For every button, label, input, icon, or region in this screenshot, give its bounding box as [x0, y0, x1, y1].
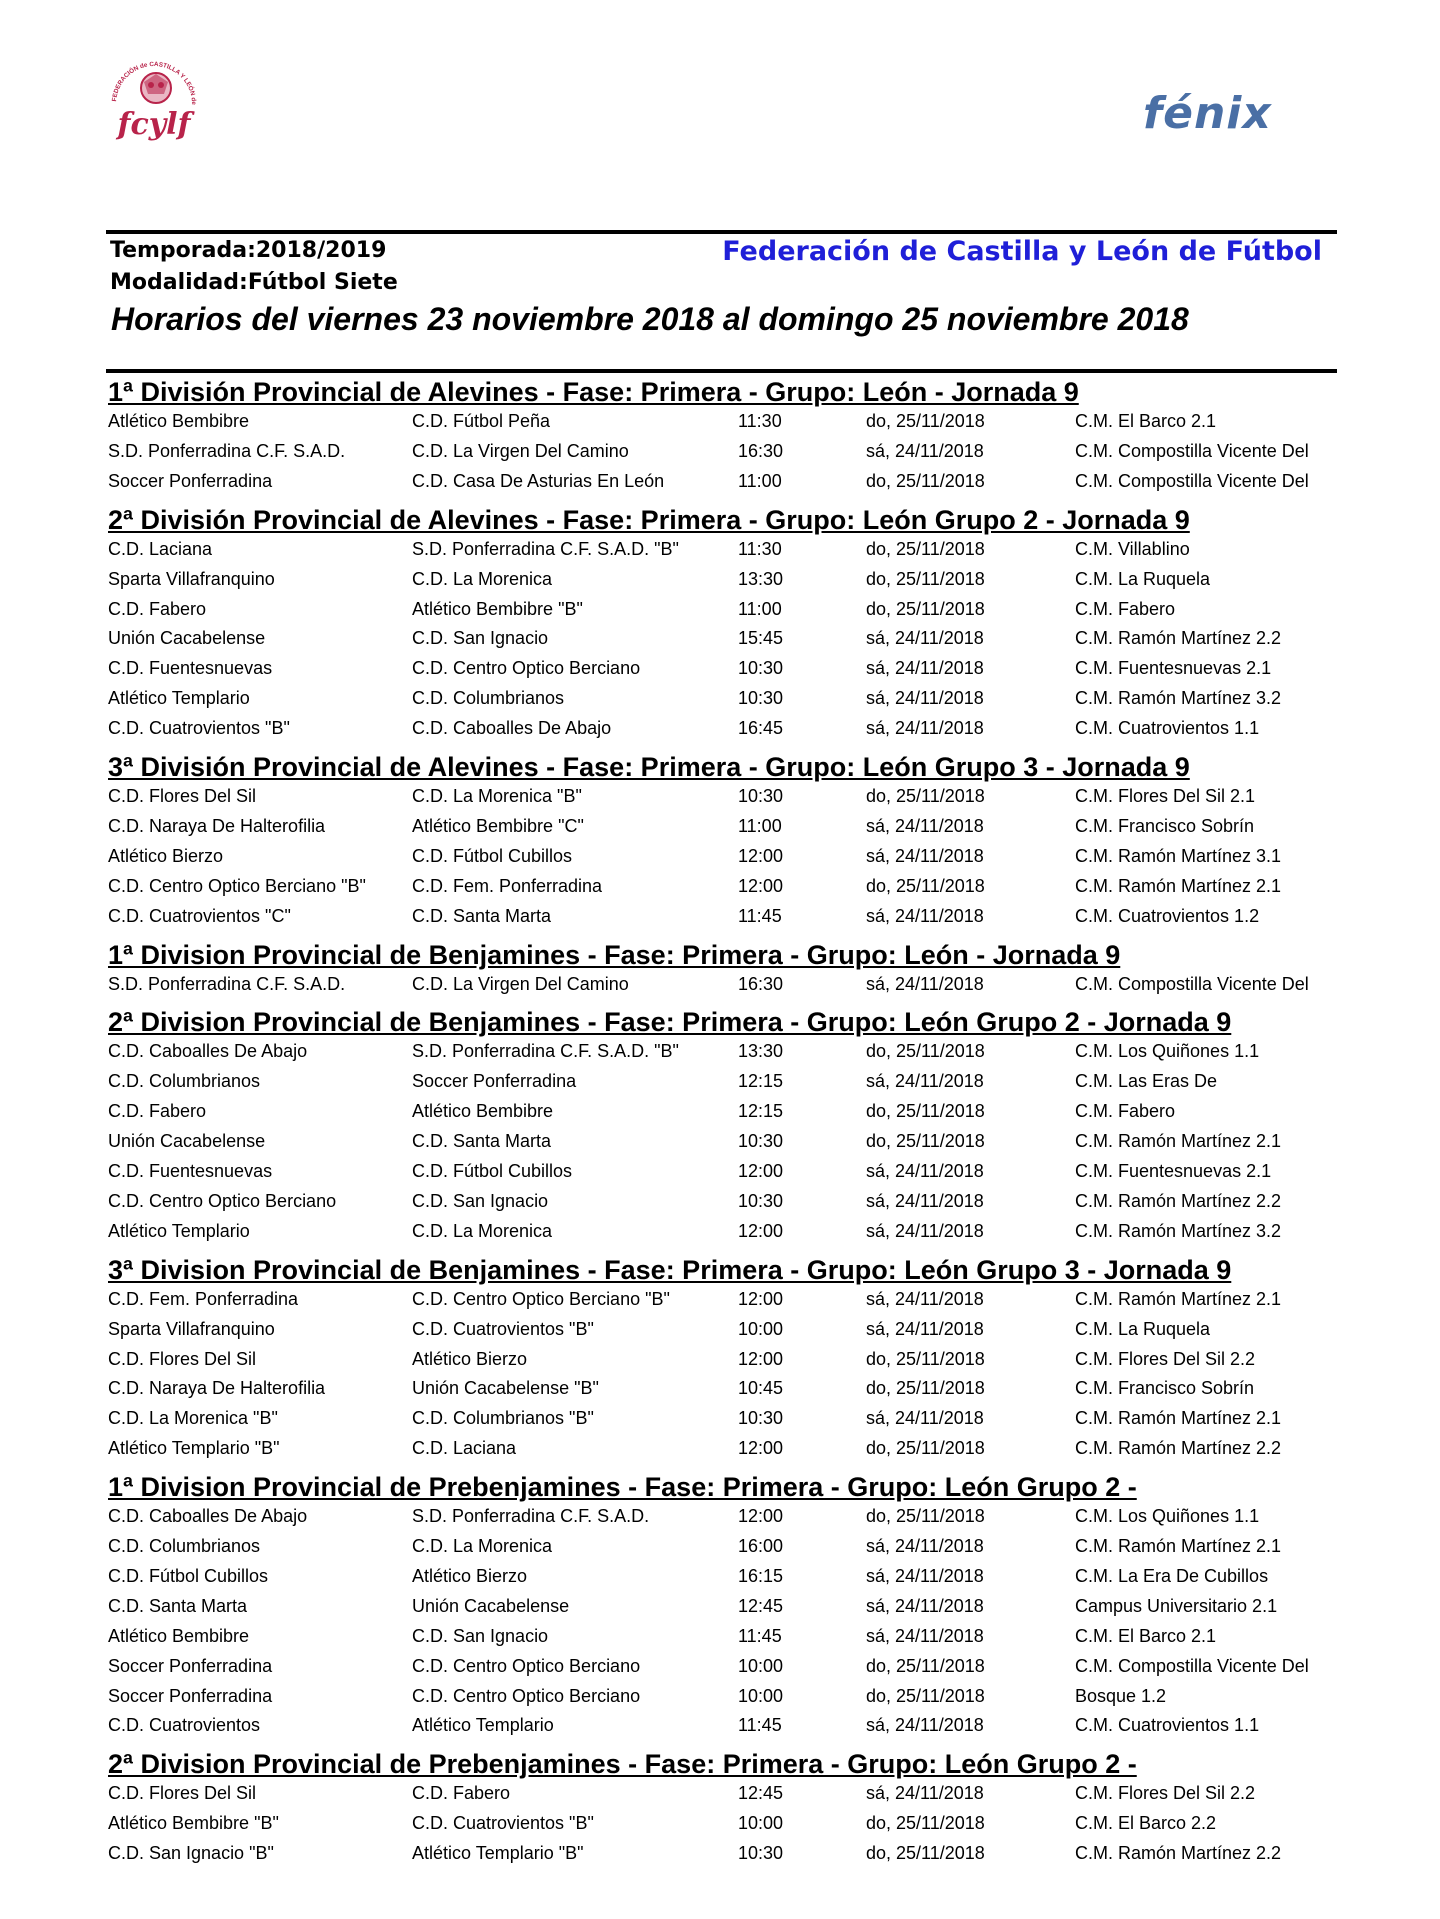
match-field: C.M. Ramón Martínez 2.2: [1075, 628, 1282, 649]
match-row: [0, 906, 1440, 936]
match-time: 10:00: [738, 1813, 784, 1834]
match-date: sá, 24/11/2018: [866, 815, 984, 836]
away-team: C.D. Centro Optico Berciano: [412, 1685, 641, 1706]
match-field: C.M. Flores Del Sil 2.2: [1075, 1783, 1256, 1804]
match-time: 12:00: [738, 1288, 784, 1309]
header-top-rule: [106, 230, 1337, 234]
match-date: do, 25/11/2018: [866, 1041, 985, 1062]
away-team: C.D. La Morenica "B": [412, 786, 582, 806]
away-team: Atlético Templario "B": [412, 1843, 584, 1864]
match-field: C.M. El Barco 2.1: [1075, 1625, 1217, 1646]
match-time: 10:30: [738, 1131, 784, 1152]
match-row: [0, 1783, 1440, 1813]
match-field: C.M. Cuatrovientos 1.1: [1075, 718, 1260, 739]
home-team: C.D. Flores Del Sil: [108, 786, 257, 806]
match-field: C.M. Cuatrovientos 1.2: [1075, 905, 1260, 926]
away-team: C.D. La Virgen Del Camino: [412, 440, 629, 461]
home-team: Unión Cacabelense: [108, 628, 266, 649]
match-date: sá, 24/11/2018: [866, 1220, 984, 1241]
match-row: [0, 441, 1440, 471]
match-date: do, 25/11/2018: [866, 875, 985, 896]
away-team: C.D. La Morenica: [412, 1536, 553, 1556]
section-title: 3ª División Provincial de Alevines - Fase: Primera - Grupo: León Grupo 3 - Jornada 9: [108, 752, 1190, 782]
away-team: Atlético Bembibre "B": [412, 598, 583, 619]
match-date: do, 25/11/2018: [866, 1378, 985, 1399]
away-team: C.D. Fem. Ponferradina: [412, 875, 603, 896]
match-time: 13:30: [738, 1041, 784, 1062]
match-date: sá, 24/11/2018: [866, 688, 984, 709]
match-date: sá, 24/11/2018: [866, 1625, 984, 1646]
away-team: C.D. Columbrianos "B": [412, 1408, 594, 1429]
match-date: sá, 24/11/2018: [866, 973, 984, 994]
match-row: [0, 1101, 1440, 1131]
away-team: C.D. Santa Marta: [412, 1131, 552, 1152]
match-field: C.M. Ramón Martínez 2.1: [1075, 1536, 1282, 1556]
home-team: Atlético Bierzo: [108, 845, 224, 866]
match-date: do, 25/11/2018: [866, 1131, 985, 1152]
match-time: 12:00: [738, 875, 784, 896]
match-time: 10:00: [738, 1655, 784, 1676]
match-date: sá, 24/11/2018: [866, 1190, 984, 1211]
match-field: C.M. Ramón Martínez 2.1: [1075, 1288, 1282, 1309]
away-team: C.D. Fútbol Cubillos: [412, 845, 573, 866]
home-team: C.D. Naraya De Halterofilia: [108, 815, 326, 836]
away-team: C.D. Fabero: [412, 1783, 511, 1804]
match-date: do, 25/11/2018: [866, 1506, 985, 1527]
away-team: C.D. Laciana: [412, 1438, 517, 1459]
home-team: C.D. Fabero: [108, 598, 207, 619]
match-row: [0, 1319, 1440, 1349]
match-time: 11:45: [738, 1715, 782, 1736]
section-title: 3ª Division Provincial de Benjamines - Fase: Primera - Grupo: León Grupo 3 - Jornada 9: [108, 1254, 1232, 1285]
match-date: do, 25/11/2018: [866, 598, 985, 619]
section-title: 2ª División Provincial de Alevines - Fase: Primera - Grupo: León Grupo 2 - Jornada 9: [108, 504, 1190, 535]
match-date: do, 25/11/2018: [866, 1655, 985, 1676]
match-date: do, 25/11/2018: [866, 1685, 985, 1706]
away-team: C.D. San Ignacio: [412, 1190, 549, 1211]
match-time: 10:30: [738, 658, 784, 679]
match-date: do, 25/11/2018: [866, 411, 985, 431]
match-time: 10:30: [738, 1408, 784, 1429]
home-team: C.D. Fuentesnuevas: [108, 658, 273, 679]
match-field: C.M. El Barco 2.1: [1075, 411, 1217, 431]
match-time: 12:45: [738, 1595, 784, 1616]
home-team: Atlético Bembibre "B": [108, 1813, 279, 1834]
home-team: C.D. Cuatrovientos: [108, 1715, 261, 1736]
match-date: sá, 24/11/2018: [866, 1565, 984, 1586]
match-date: sá, 24/11/2018: [866, 1408, 984, 1429]
match-time: 10:30: [738, 688, 784, 709]
home-team: Atlético Bembibre: [108, 1625, 250, 1646]
federation-logo: [104, 52, 204, 148]
match-date: sá, 24/11/2018: [866, 1161, 984, 1181]
away-team: Soccer Ponferradina: [412, 1071, 577, 1092]
home-team: C.D. Cuatrovientos "C": [108, 905, 291, 926]
away-team: Atlético Bierzo: [412, 1348, 528, 1369]
match-row: [0, 1289, 1440, 1319]
match-row: [0, 718, 1440, 748]
match-time: 10:30: [738, 1843, 784, 1864]
away-team: C.D. Cuatrovientos "B": [412, 1813, 594, 1834]
home-team: C.D. Columbrianos: [108, 1536, 261, 1556]
match-field: C.M. Francisco Sobrín: [1075, 815, 1255, 836]
match-field: C.M. Compostilla Vicente Del: [1075, 470, 1309, 491]
match-time: 12:00: [738, 1438, 784, 1459]
home-team: C.D. Santa Marta: [108, 1595, 248, 1616]
home-team: Soccer Ponferradina: [108, 470, 273, 491]
match-field: C.M. Fabero: [1075, 598, 1176, 619]
match-time: 11:45: [738, 905, 782, 926]
match-row: [0, 628, 1440, 658]
home-team: C.D. Flores Del Sil: [108, 1783, 257, 1804]
match-field: C.M. Ramón Martínez 2.1: [1075, 875, 1282, 896]
home-team: S.D. Ponferradina C.F. S.A.D.: [108, 973, 346, 994]
away-team: C.D. Fútbol Cubillos: [412, 1161, 573, 1181]
match-date: sá, 24/11/2018: [866, 1071, 984, 1092]
match-time: 10:30: [738, 786, 784, 806]
home-team: C.D. Laciana: [108, 538, 213, 559]
section-title: 2ª Division Provincial de Benjamines - Fase: Primera - Grupo: León Grupo 2 - Jornada 9: [108, 1007, 1232, 1038]
match-field: C.M. Francisco Sobrín: [1075, 1378, 1255, 1399]
away-team: C.D. Columbrianos: [412, 688, 565, 709]
match-row: [0, 1506, 1440, 1536]
federation-name: Federación de Castilla y León de Fútbol: [722, 236, 1322, 267]
match-row: [0, 539, 1440, 569]
match-field: C.M. Los Quiñones 1.1: [1075, 1506, 1260, 1527]
home-team: C.D. Fuentesnuevas: [108, 1161, 273, 1181]
away-team: C.D. Santa Marta: [412, 905, 552, 926]
match-time: 10:30: [738, 1190, 784, 1211]
match-field: C.M. Flores Del Sil 2.2: [1075, 1348, 1256, 1369]
match-field: C.M. Ramón Martínez 2.2: [1075, 1843, 1282, 1864]
away-team: C.D. Casa De Asturias En León: [412, 470, 665, 491]
schedule-title: Horarios del viernes 23 noviembre 2018 al domingo 25 noviembre 2018: [111, 301, 1189, 337]
match-field: C.M. La Ruquela: [1075, 1318, 1211, 1339]
match-time: 16:45: [738, 718, 784, 739]
home-team: C.D. Centro Optico Berciano: [108, 1190, 337, 1211]
away-team: C.D. Centro Optico Berciano: [412, 1655, 641, 1676]
home-team: Atlético Templario: [108, 1220, 250, 1241]
match-date: do, 25/11/2018: [866, 470, 985, 491]
match-time: 13:30: [738, 568, 784, 589]
match-field: C.M. Los Quiñones 1.1: [1075, 1041, 1260, 1062]
section-title: 1ª Division Provincial de Prebenjamines - Fase: Primera - Grupo: León Grupo 2 -: [108, 1472, 1137, 1503]
match-row: [0, 1715, 1440, 1745]
home-team: C.D. Caboalles De Abajo: [108, 1041, 308, 1062]
match-field: C.M. Ramón Martínez 2.1: [1075, 1408, 1282, 1429]
match-row: [0, 1071, 1440, 1101]
home-team: Atlético Templario "B": [108, 1438, 280, 1459]
match-date: sá, 24/11/2018: [866, 628, 984, 649]
section-title: 1ª Division Provincial de Benjamines - Fase: Primera - Grupo: León - Jornada 9: [108, 939, 1121, 970]
match-row: [0, 1686, 1440, 1716]
match-field: C.M. Compostilla Vicente Del: [1075, 440, 1309, 461]
away-team: Atlético Bierzo: [412, 1565, 528, 1586]
away-team: S.D. Ponferradina C.F. S.A.D. "B": [412, 538, 679, 559]
match-date: sá, 24/11/2018: [866, 1288, 984, 1309]
match-field: C.M. Compostilla Vicente Del: [1075, 973, 1309, 994]
match-date: do, 25/11/2018: [866, 568, 985, 589]
match-date: sá, 24/11/2018: [866, 1595, 984, 1616]
match-time: 12:45: [738, 1783, 784, 1804]
match-row: [0, 1349, 1440, 1379]
match-date: sá, 24/11/2018: [866, 440, 984, 461]
match-field: C.M. Fuentesnuevas 2.1: [1075, 658, 1272, 679]
match-row: [0, 411, 1440, 441]
match-row: [0, 1221, 1440, 1251]
match-field: Campus Universitario 2.1: [1075, 1595, 1278, 1616]
match-row: [0, 1596, 1440, 1626]
match-row: [0, 1626, 1440, 1656]
match-row: [0, 1408, 1440, 1438]
section-title: 1ª División Provincial de Alevines - Fase: Primera - Grupo: León - Jornada 9: [108, 377, 1079, 407]
match-row: [0, 658, 1440, 688]
match-row: [0, 1656, 1440, 1686]
match-date: do, 25/11/2018: [866, 1438, 985, 1459]
match-field: Bosque 1.2: [1075, 1685, 1167, 1706]
match-time: 11:45: [738, 1625, 782, 1646]
match-field: C.M. Ramón Martínez 2.2: [1075, 1438, 1282, 1459]
match-date: do, 25/11/2018: [866, 786, 985, 806]
match-time: 11:30: [738, 538, 782, 559]
match-time: 12:00: [738, 1220, 784, 1241]
away-team: Unión Cacabelense "B": [412, 1378, 599, 1399]
away-team: Atlético Templario: [412, 1715, 554, 1736]
logo-arc-text: FEDERACIÓN de CASTILLA Y LEÓN de: [111, 60, 198, 105]
home-team: C.D. Naraya De Halterofilia: [108, 1378, 326, 1399]
match-date: sá, 24/11/2018: [866, 1536, 984, 1556]
match-row: [0, 569, 1440, 599]
home-team: C.D. La Morenica "B": [108, 1408, 278, 1429]
match-time: 12:00: [738, 1348, 784, 1369]
match-date: sá, 24/11/2018: [866, 1318, 984, 1339]
match-row: [0, 599, 1440, 629]
match-time: 10:00: [738, 1685, 784, 1706]
home-team: Soccer Ponferradina: [108, 1685, 273, 1706]
match-time: 11:00: [738, 815, 782, 836]
match-time: 12:15: [738, 1101, 784, 1122]
home-team: Sparta Villafranquino: [108, 568, 275, 589]
home-team: Sparta Villafranquino: [108, 1318, 275, 1339]
match-field: C.M. Flores Del Sil 2.1: [1075, 786, 1256, 806]
match-time: 10:00: [738, 1318, 784, 1339]
match-date: sá, 24/11/2018: [866, 1715, 984, 1736]
match-row: [0, 1161, 1440, 1191]
match-row: [0, 786, 1440, 816]
match-field: C.M. Ramón Martínez 2.2: [1075, 1190, 1282, 1211]
match-field: C.M. Fuentesnuevas 2.1: [1075, 1161, 1272, 1181]
match-time: 12:00: [738, 1161, 784, 1181]
match-row: [0, 1813, 1440, 1843]
home-team: Unión Cacabelense: [108, 1131, 266, 1152]
section-title: 2ª Division Provincial de Prebenjamines - Fase: Primera - Grupo: León Grupo 2 -: [108, 1749, 1137, 1780]
match-row: [0, 876, 1440, 906]
header-bottom-rule: [106, 369, 1337, 373]
match-row: [0, 974, 1440, 1004]
home-team: C.D. Fabero: [108, 1101, 207, 1122]
match-time: 12:00: [738, 1506, 784, 1527]
away-team: C.D. La Morenica: [412, 568, 553, 589]
home-team: C.D. San Ignacio "B": [108, 1843, 274, 1864]
brand-logo-text: fénix: [1143, 88, 1272, 139]
match-time: 12:15: [738, 1071, 784, 1092]
match-field: C.M. La Era De Cubillos: [1075, 1565, 1269, 1586]
away-team: C.D. Centro Optico Berciano "B": [412, 1288, 670, 1309]
match-time: 11:00: [738, 598, 782, 619]
match-date: sá, 24/11/2018: [866, 1783, 984, 1804]
match-field: C.M. Cuatrovientos 1.1: [1075, 1715, 1260, 1736]
match-time: 16:15: [738, 1565, 784, 1586]
match-row: [0, 1131, 1440, 1161]
away-team: C.D. La Morenica: [412, 1220, 553, 1241]
match-row: [0, 1191, 1440, 1221]
match-row: [0, 1843, 1440, 1873]
match-date: sá, 24/11/2018: [866, 845, 984, 866]
match-field: C.M. El Barco 2.2: [1075, 1813, 1217, 1834]
match-field: C.M. Compostilla Vicente Del: [1075, 1655, 1309, 1676]
match-field: C.M. Las Eras De: [1075, 1071, 1218, 1092]
away-team: C.D. Cuatrovientos "B": [412, 1318, 594, 1339]
away-team: C.D. Centro Optico Berciano: [412, 658, 641, 679]
match-time: 16:00: [738, 1536, 784, 1556]
away-team: C.D. Caboalles De Abajo: [412, 718, 612, 739]
match-field: C.M. Ramón Martínez 2.1: [1075, 1131, 1282, 1152]
match-row: [0, 816, 1440, 846]
home-team: C.D. Columbrianos: [108, 1071, 261, 1092]
match-field: C.M. Ramón Martínez 3.2: [1075, 688, 1282, 709]
match-row: [0, 1566, 1440, 1596]
home-team: S.D. Ponferradina C.F. S.A.D.: [108, 440, 346, 461]
match-row: [0, 846, 1440, 876]
match-date: sá, 24/11/2018: [866, 905, 984, 926]
match-field: C.M. Fabero: [1075, 1101, 1176, 1122]
home-team: C.D. Caboalles De Abajo: [108, 1506, 308, 1527]
match-field: C.M. Ramón Martínez 3.2: [1075, 1220, 1282, 1241]
match-time: 11:00: [738, 470, 782, 491]
match-row: [0, 471, 1440, 501]
away-team: C.D. San Ignacio: [412, 1625, 549, 1646]
logo-initials: fcylf: [117, 107, 191, 142]
away-team: C.D. La Virgen Del Camino: [412, 973, 629, 994]
away-team: Unión Cacabelense: [412, 1595, 570, 1616]
match-date: do, 25/11/2018: [866, 1843, 985, 1864]
match-time: 16:30: [738, 440, 784, 461]
match-field: C.M. Ramón Martínez 3.1: [1075, 845, 1282, 866]
match-row: [0, 1438, 1440, 1468]
home-team: Atlético Templario: [108, 688, 250, 709]
season-label: Temporada:2018/2019: [110, 238, 387, 263]
home-team: C.D. Fem. Ponferradina: [108, 1288, 299, 1309]
match-time: 16:30: [738, 973, 784, 994]
away-team: Atlético Bembibre "C": [412, 815, 584, 836]
match-time: 10:45: [738, 1378, 784, 1399]
match-row: [0, 1041, 1440, 1071]
match-date: sá, 24/11/2018: [866, 658, 984, 679]
home-team: C.D. Centro Optico Berciano "B": [108, 875, 366, 896]
match-date: do, 25/11/2018: [866, 538, 985, 559]
match-field: C.M. Villablino: [1075, 538, 1190, 559]
match-field: C.M. La Ruquela: [1075, 568, 1211, 589]
away-team: C.D. Fútbol Peña: [412, 411, 551, 431]
match-date: do, 25/11/2018: [866, 1348, 985, 1369]
match-time: 15:45: [738, 628, 784, 649]
home-team: Atlético Bembibre: [108, 411, 250, 431]
home-team: C.D. Cuatrovientos "B": [108, 718, 290, 739]
home-team: C.D. Flores Del Sil: [108, 1348, 257, 1369]
match-row: [0, 688, 1440, 718]
away-team: C.D. San Ignacio: [412, 628, 549, 649]
match-row: [0, 1378, 1440, 1408]
home-team: C.D. Fútbol Cubillos: [108, 1565, 269, 1586]
away-team: S.D. Ponferradina C.F. S.A.D.: [412, 1506, 650, 1527]
modality-label: Modalidad:Fútbol Siete: [110, 270, 398, 295]
away-team: S.D. Ponferradina C.F. S.A.D. "B": [412, 1041, 679, 1062]
home-team: Soccer Ponferradina: [108, 1655, 273, 1676]
match-date: do, 25/11/2018: [866, 1813, 985, 1834]
away-team: Atlético Bembibre: [412, 1101, 554, 1122]
match-date: do, 25/11/2018: [866, 1101, 985, 1122]
match-row: [0, 1536, 1440, 1566]
match-time: 12:00: [738, 845, 784, 866]
match-time: 11:30: [738, 411, 782, 431]
match-date: sá, 24/11/2018: [866, 718, 984, 739]
